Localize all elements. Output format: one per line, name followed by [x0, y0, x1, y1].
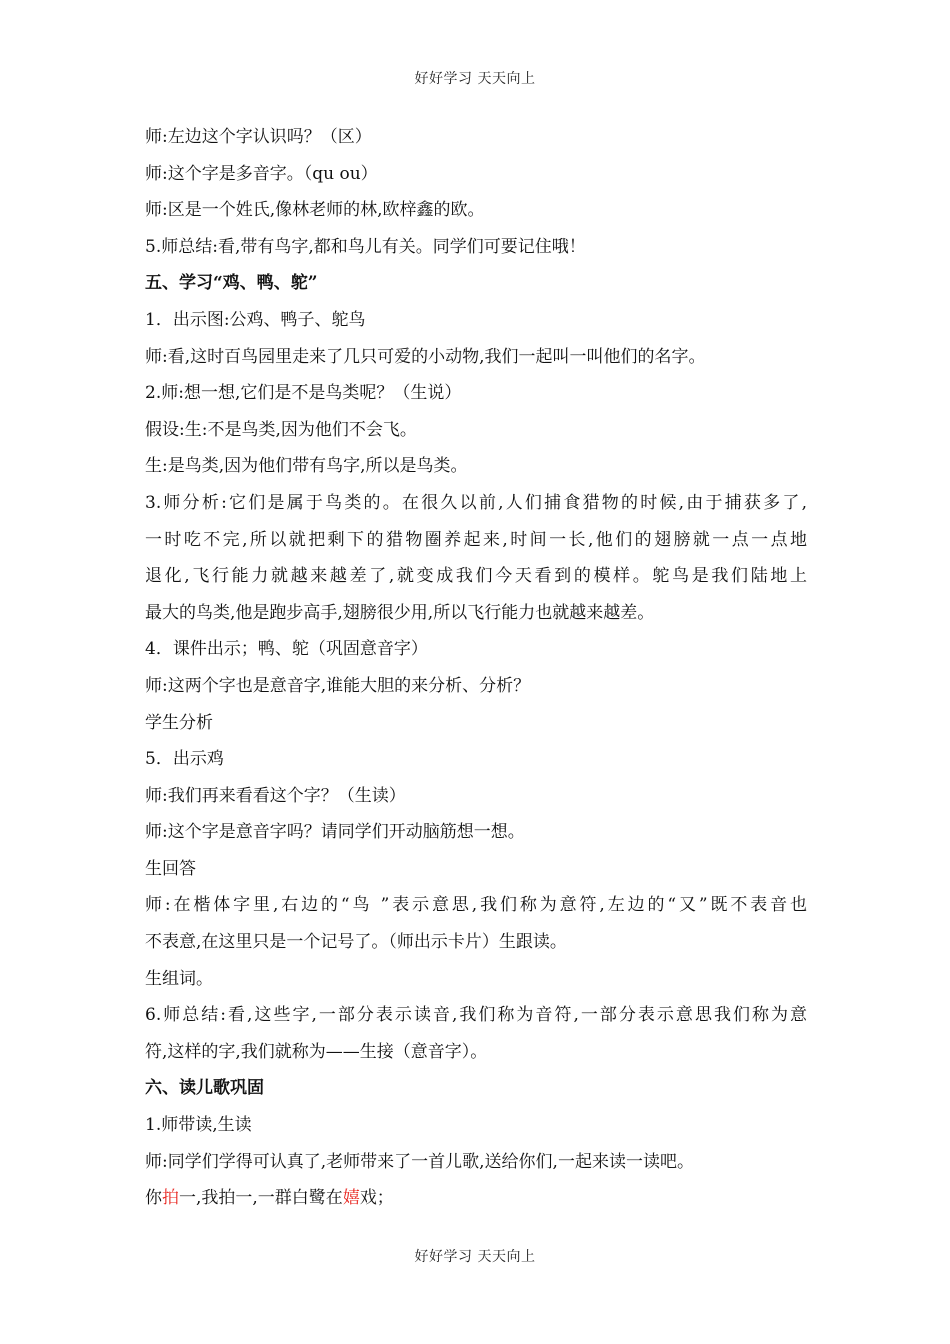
paragraph-line: 1．出示图:公鸡、鸭子、鸵鸟	[145, 309, 366, 330]
highlighted-character: 嬉	[342, 1188, 360, 1209]
paragraph-line: 生回答	[145, 858, 196, 879]
paragraph-line: 5.师总结:看,带有鸟字,都和鸟儿有关。同学们可要记住哦！	[145, 236, 586, 257]
paragraph-line: 师:这两个字也是意音字,谁能大胆的来分析、分析？	[145, 675, 531, 696]
paragraph-line: 4．课件出示；鸭、鸵（巩固意音字）	[145, 639, 428, 660]
page-header: 好好学习 天天向上	[414, 71, 536, 87]
paragraph-line: 生:是鸟类,因为他们带有鸟字,所以是鸟类。	[145, 456, 468, 477]
paragraph-line: 师:看,这时百鸟园里走来了几只可爱的小动物,我们一起叫一叫他们的名字。	[145, 346, 706, 367]
paragraph-line: 一时吃不完,所以就把剩下的猎物圈养起来,时间一长,他们的翅膀就一点一点地	[145, 529, 807, 550]
paragraph-line: 2.师:想一想,它们是不是鸟类呢？（生说）	[145, 383, 462, 404]
paragraph-line: 5．出示鸡	[145, 749, 224, 770]
rhyme-text: 你	[145, 1188, 162, 1209]
rhyme-line	[145, 1180, 807, 1217]
paragraph-line: 不表意,在这里只是一个记号了。（师出示卡片）生跟读。	[145, 932, 567, 953]
paragraph-line: 师:这个字是意音字吗？请同学们开动脑筋想一想。	[145, 822, 525, 843]
page-footer: 好好学习 天天向上	[414, 1249, 536, 1265]
rhyme-text: 一,我拍一,一群白鹭在	[179, 1188, 343, 1209]
section-heading: 五、学习“鸡、鸭、鸵”	[145, 273, 318, 294]
paragraph-line: 师:在楷体字里,右边的“鸟 ”表示意思,我们称为意符,左边的“又”既不表音也	[145, 895, 807, 916]
section-heading: 六、读儿歌巩固	[145, 1078, 264, 1099]
highlighted-character: 拍	[162, 1188, 179, 1209]
paragraph-line: 退化,飞行能力就越来越差了,就变成我们今天看到的模样。鸵鸟是我们陆地上	[145, 566, 807, 587]
document-body	[145, 119, 807, 1217]
paragraph-line: 师:我们再来看看这个字？（生读）	[145, 785, 406, 806]
paragraph-line: 师:这个字是多音字。（qu ou）	[145, 163, 378, 184]
paragraph-line: 师:左边这个字认识吗？（区）	[145, 127, 372, 147]
paragraph-line: 生组词。	[145, 968, 213, 989]
paragraph-line: 符,这样的字,我们就称为——生接（意音字）。	[145, 1041, 488, 1062]
paragraph-line: 3.师分析:它们是属于鸟类的。在很久以前,人们捕食猎物的时候,由于捕获多了,	[145, 492, 807, 513]
paragraph-line: 6.师总结:看,这些字,一部分表示读音,我们称为音符,一部分表示意思我们称为意	[145, 1005, 807, 1026]
paragraph-line: 师:同学们学得可认真了,老师带来了一首儿歌,送给你们,一起来读一读吧。	[145, 1151, 694, 1172]
paragraph-line: 师:区是一个姓氏,像林老师的林,欧梓鑫的欧。	[145, 200, 485, 221]
paragraph-line: 假设:生:不是鸟类,因为他们不会飞。	[145, 419, 417, 440]
paragraph-line: 学生分析	[145, 712, 213, 733]
paragraph-line: 最大的鸟类,他是跑步高手,翅膀很少用,所以飞行能力也就越来越差。	[145, 602, 655, 623]
rhyme-text: 戏；	[359, 1188, 394, 1209]
paragraph-line: 1.师带读,生读	[145, 1115, 252, 1136]
